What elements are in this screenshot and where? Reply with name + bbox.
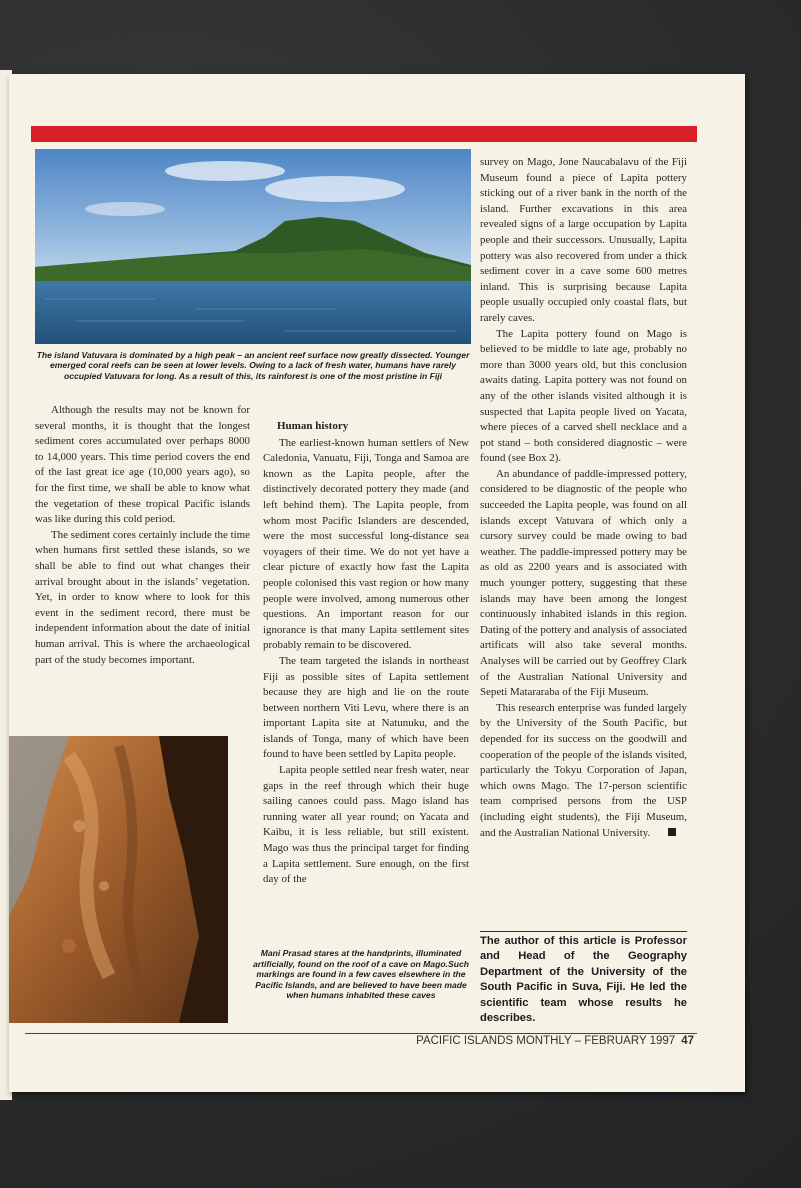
paragraph: Lapita people settled near fresh water, near gaps in the reef through which their huge sailing canoes could pass. Mago island has running water all year round; on Yacata and Kaibu, it is less reliable, but still existent. Mago was thus the principal target for finding a Lapita settlement. Sure enough, on the first day of the	[263, 764, 469, 886]
paragraph: The sediment cores certainly include the time when humans first settled these islands, so we shall be able to find out what changes their arrival brought about in the islands’ vegetation. Yet, in order to know where to look for this event in the sediment record, there must be independent information about the date of initial human arrival. This is where the archaeological part of the study becomes important.	[35, 528, 250, 666]
author-note: The author of this article is Professor and Head of the Geography Department of the University of the South Pacific in Suva, Fiji. He led the scientific team whose results he describes.	[480, 935, 687, 1025]
footer-divider	[25, 1033, 697, 1034]
paragraph: The team targeted the islands in northeast Fiji as possible sites of Lapita settlement because they are high and lie on the route between northern Viti Levu, where there is an important Lapita site at Natunuku, and the islands of Tonga, many of which have been found to have been settled by Lapita people.	[263, 654, 469, 761]
article-column-2	[263, 419, 469, 888]
author-divider	[480, 931, 687, 932]
magazine-page	[9, 74, 745, 1092]
island-photo-caption: The island Vatuvara is dominated by a high peak – an ancient reef surface now greatly dissected. Younger emerged coral reefs can be seen at lower levels. Owing to a lack of fresh water, humans have rarely occupied Vatuvara for long. As a result of this, its rainforest is one of the most pristine in Fiji	[36, 350, 470, 381]
end-mark-icon	[668, 828, 676, 836]
paragraph-text: This research enterprise was funded largely by the University of the South Pacific, but depended for its success on the goodwill and cooperation of the people of the islands visited, particularly the Tokyu Corporation of Japan, which owns Mago. The 17-person scientific team comprised persons from the USP (including eight students), the Fiji Museum, and the Australian National University.	[480, 701, 687, 839]
paragraph	[480, 701, 687, 841]
page-footer	[309, 1035, 694, 1047]
cave-photo	[9, 736, 228, 1023]
cave-photo-caption: Mani Prasad stares at the handprints, illuminated artificially, found on the roof of a cave on Mago.Such markings are found in a few caves elsewhere in the Pacific Islands, and are believed to have been made when humans inhabited these caves	[253, 948, 469, 1001]
section-heading: Human history	[277, 420, 349, 432]
paragraph: survey on Mago, Jone Naucabalavu of the Fiji Museum found a piece of Lapita pottery sticking out of a river bank in the north of the island. Further excavations in this area revealed signs of a large occupation by Lapita people and their successors. Unusually, Lapita pottery was also recovered from under a thick sediment cover in a cave some 600 metres inland. This is surprising because Lapita people usually occupied only coastal flats, but rarely caves.	[480, 156, 687, 324]
article-column-3	[480, 155, 687, 841]
paragraph: Although the results may not be known for several months, it is thought that the longest sediment cores accumulated over perhaps 8000 to 14,000 years. This time period covers the end of the last great ice age (10,000 years ago), so for the first time, we shall be able to know what the vegetation of these tropical Pacific islands was like during this cold period.	[35, 404, 250, 526]
page-number: 47	[681, 1035, 694, 1047]
article-column-1	[35, 403, 250, 668]
paragraph: The Lapita pottery found on Mago is believed to be middle to late age, probably no more than 3000 years old, but this conclusion awaits dating. Lapita pottery was not found on any of the other islands visited although it is suspected that Lapita people lived on Yacata, where pieces of a carved shell necklace and a pot stand – both considered diagnostic – were found (see Box 2).	[480, 327, 687, 465]
paragraph: The earliest-known human settlers of New Caledonia, Vanuatu, Fiji, Tonga and Samoa are known as the Lapita people, after the distinctively decorated pottery they made (and left behind them). The Lapita people, from whom most Pacific Islanders are descended, were the most successful long-distance sea voyagers of their time. We do not yet have a clear picture of exactly how fast the Lapita people colonised this vast region or how many people were involved, among numerous other questions. An important reason for our ignorance is that many Lapita settlement sites probably remain to be discovered.	[263, 436, 469, 652]
paragraph: An abundance of paddle-impressed pottery, considered to be diagnostic of the people who succeeded the Lapita people, was found on all islands except Vatuvara of which only a cursory survey could be made owing to bad weather. The paddle-impressed pottery may be as old as 2200 years and is associated with much younger pottery, suggesting that these islands may have been among the longest continuously inhabited islands in this region. Dating of the pottery and analysis of associated artificats will also take several months. Analyses will be carried out by Geoffrey Clark of the Australian National University and Sepeti Matararaba of the Fiji Museum.	[480, 467, 687, 699]
publication-name: PACIFIC ISLANDS MONTHLY – FEBRUARY 1997	[416, 1035, 676, 1047]
header-red-bar	[31, 126, 697, 142]
island-photo	[35, 149, 471, 344]
